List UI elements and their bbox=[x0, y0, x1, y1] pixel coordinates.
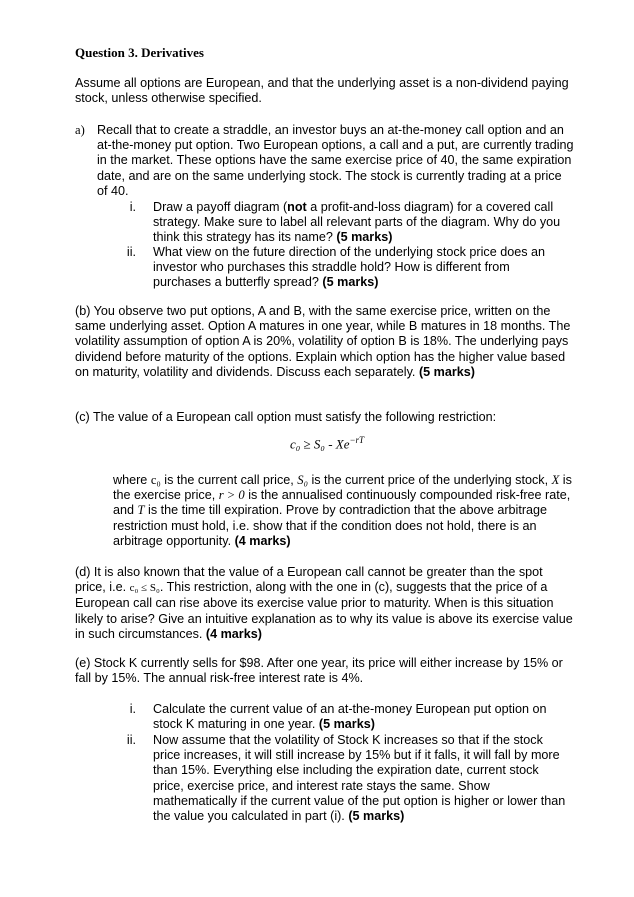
part-a-item-2-text: What view on the future direction of the underlying stock price does an investor who purchases this straddle hold? How is different from purchases a butterfly spread? bbox=[153, 245, 546, 290]
formula-lhs: c₀ ≥ S₀ - Xe bbox=[290, 436, 350, 452]
question-heading: Question 3. Derivatives bbox=[75, 45, 204, 60]
part-e-item-1 bbox=[153, 702, 568, 732]
part-c-s0-symbol: S₀ bbox=[297, 473, 308, 487]
part-e-item-2-text: Now assume that the volatility of Stock K increases so that if the stock price increases, it will still increase by 15% but if it falls, it will fall by more than 15%. Everything else including the expiration date, current stock price, exercise price, and interest rate stays the same. Show mathematically if the current value of the put option is higher or lower than the value you calculated in part (i). bbox=[153, 733, 566, 824]
part-c-r-condition: r > 0 bbox=[218, 488, 245, 503]
part-a-item-1-mid: a profit-and-loss diagram) for a covered call strategy. Make sure to label all relevant parts of the diagram. Why do you think this strategy has its name? bbox=[153, 200, 561, 245]
part-d-inequality: c₀ ≤ S₀ bbox=[129, 582, 160, 595]
part-a-item-1-marks: (5 marks) bbox=[336, 230, 393, 245]
part-c-line3-post: is the time till expiration. Prove by contradiction that the above arbitrage restriction must hold, i.e. show that if the condition does not hold, there is an arbitrage opportunity. bbox=[113, 503, 548, 548]
part-e-item-1-numeral: i. bbox=[129, 702, 136, 716]
part-a-text: Recall that to create a straddle, an investor buys an at-the-money call option and an at-the-money put option. Two European options, a call and a put, are currently trading in the market. These options have the same exercise price of 40, the same expiration date, and are on the same underlying stock. The stock is currently trading at a price of 40. bbox=[97, 123, 574, 198]
part-b-marks: (5 marks) bbox=[418, 364, 475, 379]
part-a-item-2 bbox=[153, 245, 568, 291]
part-d-marks: (4 marks) bbox=[205, 626, 262, 641]
formula-exponent: −rT bbox=[349, 435, 365, 445]
part-d-post: . This restriction, along with the one in (c), suggests that the price of a European call can rise above its exercise value prior to maturity. When is this situation likely to arise? Give an intuitive explanation as to why its value is above its exercise value in such circumstances. bbox=[75, 580, 573, 641]
part-c-marks: (4 marks) bbox=[234, 533, 291, 548]
part-c-line2-mid: is the exercise price, bbox=[113, 473, 572, 503]
part-a-item-1-numeral: i. bbox=[129, 200, 136, 214]
part-b-paragraph bbox=[75, 304, 575, 380]
part-e-intro: (e) Stock K currently sells for $98. After one year, its price will either increase by 15% or fall by 15%. The annual risk-free interest rate is 4%. bbox=[75, 656, 563, 686]
part-e-item-2-numeral: ii. bbox=[126, 733, 136, 747]
part-e-item-1-marks: (5 marks) bbox=[318, 717, 375, 732]
part-a-item-1 bbox=[153, 200, 568, 246]
part-c-line1-mid: is the current call price, bbox=[160, 473, 298, 487]
part-e-item-2 bbox=[153, 733, 568, 824]
part-c-x-symbol: X bbox=[551, 473, 560, 487]
part-a-item-2-marks: (5 marks) bbox=[322, 275, 379, 290]
part-c-paragraph bbox=[113, 473, 573, 549]
part-d-pre: (d) It is also known that the value of a European call cannot be greater than the spot price, i.e. bbox=[75, 565, 543, 595]
part-c-where: where bbox=[113, 473, 151, 487]
part-c-t-symbol: T bbox=[137, 503, 145, 518]
arbitrage-formula bbox=[290, 435, 364, 452]
part-c-intro: (c) The value of a European call option must satisfy the following restriction: bbox=[75, 410, 497, 424]
part-c-c0-symbol: c₀ bbox=[150, 473, 161, 487]
part-e-item-1-text: Calculate the current value of an at-the-money European put option on stock K maturing in one year. bbox=[153, 702, 547, 732]
part-a-label: a) bbox=[75, 123, 85, 137]
part-b-text: (b) You observe two put options, A and B, with the same exercise price, written on the same underlying asset. Option A matures in one year, while B matures in 18 months. The volatility assumption of option A is 20%, volatility of option B is 18%. The underlying pays dividend before maturity of the options. Explain which option has the higher value based on maturity, volatility and dividends. Discuss each separately. bbox=[75, 304, 571, 379]
part-c-line2-post: is the annualised continuously compounded risk-free rate, and bbox=[113, 488, 571, 518]
part-d-paragraph bbox=[75, 565, 575, 642]
part-a-item-1-pre: Draw a payoff diagram ( bbox=[153, 200, 288, 214]
part-c-line1-post: is the current price of the underlying stock, bbox=[307, 473, 549, 487]
part-a-item-2-numeral: ii. bbox=[126, 245, 136, 259]
intro-paragraph: Assume all options are European, and that the underlying asset is a non-dividend paying stock, unless otherwise specified. bbox=[75, 76, 569, 106]
part-a-item-1-bold: not bbox=[287, 200, 307, 214]
part-e-item-2-marks: (5 marks) bbox=[348, 809, 405, 824]
